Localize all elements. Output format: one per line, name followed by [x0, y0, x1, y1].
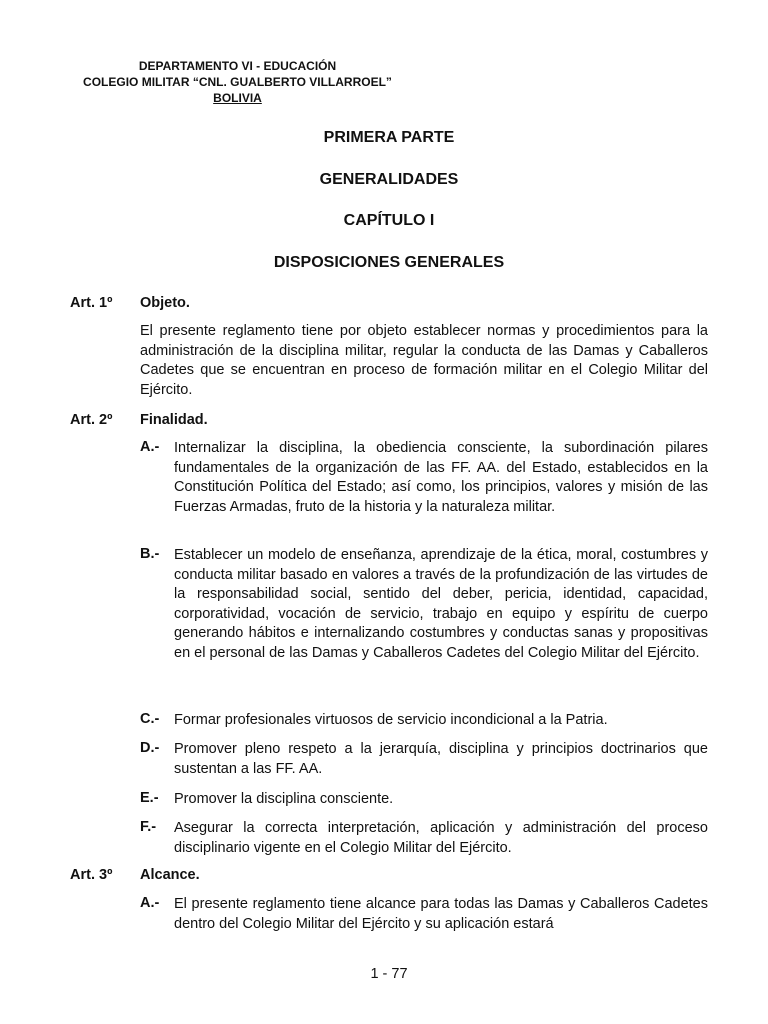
article-2-heading: Finalidad. [140, 412, 208, 428]
header-institution: COLEGIO MILITAR “CNL. GUALBERTO VILLARROEL” [83, 75, 392, 89]
article-1-number: Art. 1º [70, 295, 113, 311]
article-2-item-e-letter: E.- [140, 790, 159, 806]
article-2-item-b-letter: B.- [140, 546, 160, 562]
article-3-item-a-text: El presente reglamento tiene alcance para todas las Damas y Caballeros Cadetes dentro del Colegio Militar del Ejército y su aplicación estará [174, 896, 708, 932]
article-2-item-a-text: Internalizar la disciplina, la obediencia consciente, la subordinación pilares fundamentales de la organización de las FF. AA. del Estado, establecidos en la Constitución Política del Estado; así como, los principios, valores y misión de las Fuerzas Armadas, fruto de la historia y la naturaleza militar. [174, 440, 708, 515]
article-1-text: El presente reglamento tiene por objeto establecer normas y procedimientos para la administración de la disciplina militar, regular la conducta de las Damas y Caballeros Cadetes que se encuentran en proceso de formación militar en el Colegio Militar del Ejército. [140, 323, 708, 398]
article-2-item-a-letter: A.- [140, 439, 160, 455]
document-header [0, 58, 475, 106]
article-2-number: Art. 2º [70, 412, 113, 428]
article-2-item-d-text: Promover pleno respeto a la jerarquía, disciplina y principios doctrinarios que sustentan a las FF. AA. [174, 741, 708, 777]
article-3-heading: Alcance. [140, 867, 200, 883]
article-3-item-a-letter: A.- [140, 895, 160, 911]
chapter-title: CAPÍTULO I [343, 212, 435, 229]
article-2-item-f-text: Asegurar la correcta interpretación, aplicación y administración del proceso disciplinario vigente en el Colegio Militar del Ejército. [174, 820, 708, 856]
article-2-item-e-text: Promover la disciplina consciente. [174, 791, 394, 807]
header-country: BOLIVIA [213, 91, 262, 105]
section-title: GENERALIDADES [319, 171, 459, 188]
article-2-item-d-letter: D.- [140, 740, 160, 756]
page-number: 1 - 77 [370, 966, 408, 982]
header-department: DEPARTAMENTO VI - EDUCACIÓN [138, 59, 337, 73]
article-2-item-c-text: Formar profesionales virtuosos de servicio incondicional a la Patria. [174, 712, 608, 728]
part-title: PRIMERA PARTE [323, 129, 455, 146]
article-2-item-c-letter: C.- [140, 711, 160, 727]
article-3-number: Art. 3º [70, 867, 113, 883]
article-2-item-b-text: Establecer un modelo de enseñanza, aprendizaje de la ética, moral, costumbres y conducta militar basado en valores a través de la profundización de las virtudes de la responsabilidad social, sentido del deber, pericia, identidad, capacidad, corporatividad, vocación de servicio, trabajo en equipo y espíritu de cuerpo generando hábitos e internalizando costumbres y conductas sanas y propositivas en el personal de las Damas y Caballeros Cadetes del Colegio Militar del Ejército. [174, 547, 708, 661]
article-2-item-f-letter: F.- [140, 819, 157, 835]
chapter-name: DISPOSICIONES GENERALES [273, 254, 505, 271]
article-1-heading: Objeto. [140, 295, 190, 311]
